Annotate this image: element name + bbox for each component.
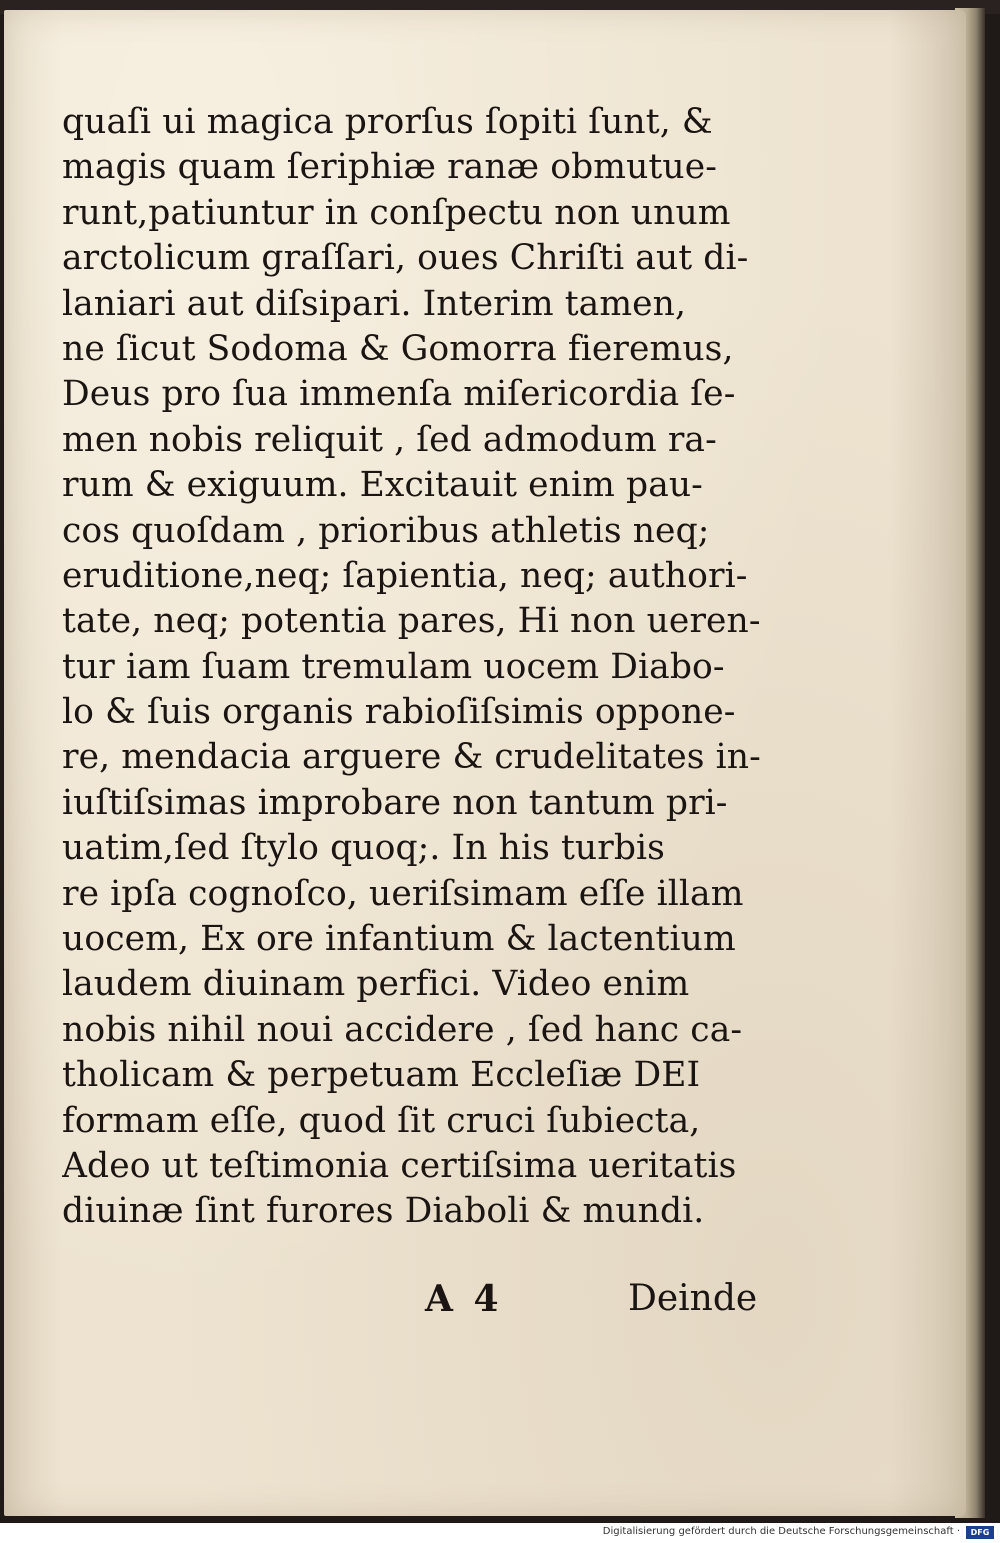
- text-line: re, mendacia arguere & crudelitates in-: [62, 737, 761, 778]
- text-line: laniari aut diſsipari. Interim tamen,: [62, 283, 687, 324]
- text-line: tate, neq; potentia pares, Hi non ueren-: [62, 601, 761, 642]
- text-line: uatim,ſed ſtylo quoq;. In his turbis: [62, 828, 665, 869]
- text-line: iuſtiſsimas improbare non tantum pri-: [62, 782, 728, 823]
- text-line: runt,patiuntur in conſpectu non unum: [62, 192, 731, 233]
- text-line: lo & ſuis organis rabioſiſsimis oppone-: [62, 692, 736, 733]
- text-line: tholicam & perpetuam Eccleſiæ DEI: [62, 1055, 701, 1096]
- text-line: Adeo ut teſtimonia certiſsima ueritatis: [62, 1145, 737, 1186]
- text-line: rum & exiguum. Excitauit enim pau-: [62, 465, 703, 506]
- dfg-logo-icon: DFG: [966, 1526, 994, 1539]
- text-line: re ipſa cognoſco, ueriſsimam eſſe illam: [62, 873, 744, 914]
- text-line: diuinæ ſint furores Diaboli & mundi.: [62, 1191, 705, 1232]
- catchword: Deinde: [628, 1278, 758, 1319]
- text-line: laudem diuinam perfici. Video enim: [62, 964, 690, 1005]
- text-line: cos quoſdam , prioribus athletis neq;: [62, 510, 710, 551]
- text-line: arctolicum graſſari, oues Chriſti aut di-: [62, 238, 749, 279]
- text-line: formam eſſe, quod ſit cruci ſubiecta,: [62, 1100, 701, 1141]
- page-text-block: [62, 100, 762, 1235]
- text-line: Deus pro ſua immenſa miſericordia ſe-: [62, 374, 736, 415]
- text-line: eruditione,neq; ſapientia, neq; authori-: [62, 555, 748, 596]
- signature-mark: A 4: [425, 1278, 503, 1320]
- text-line: magis quam ſeriphiæ ranæ obmutue-: [62, 147, 717, 188]
- text-line: ne ſicut Sodoma & Gomorra fieremus,: [62, 328, 734, 369]
- text-line: tur iam ſuam tremulam uocem Diabo-: [62, 646, 725, 687]
- funding-credit: Digitalisierung gefördert durch die Deutsche Forschungsgemeinschaft ·: [602, 1526, 960, 1537]
- text-line: quaſi ui magica prorſus ſopiti ſunt, &: [62, 102, 713, 142]
- text-line: nobis nihil noui accidere , ſed hanc ca-: [62, 1009, 743, 1050]
- text-line: men nobis reliquit , ſed admodum ra-: [62, 419, 717, 460]
- text-line: uocem, Ex ore infantium & lactentium: [62, 919, 736, 960]
